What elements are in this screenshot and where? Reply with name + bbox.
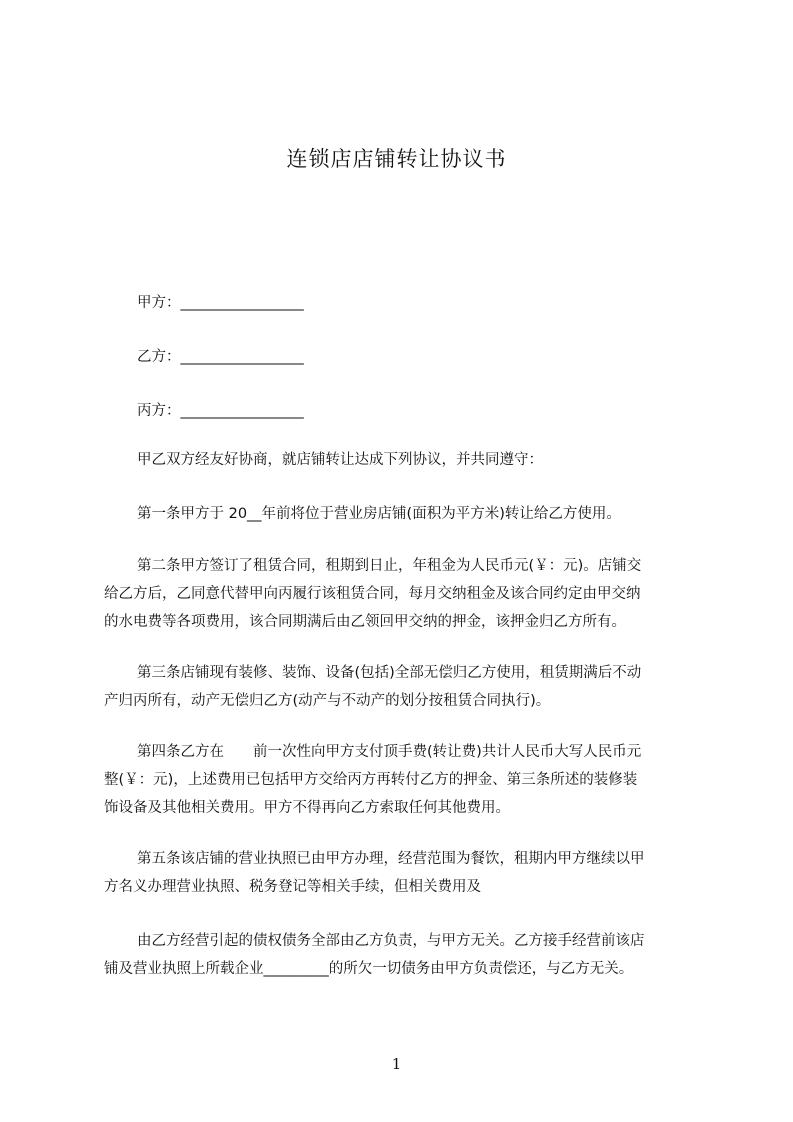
- article-2-line-3: 的水电费等各项费用，该合同期满后由乙领回甲交纳的押金，该押金归乙方所有。: [104, 614, 626, 630]
- article-5: [104, 845, 704, 901]
- article-4-line-3: 饰设备及其他相关费用。甲方不得再向乙方索取任何其他费用。: [104, 800, 510, 816]
- party-b-line: 乙方：_________________: [137, 349, 304, 365]
- article-4-line-1: 第四条乙方在 前一次性向甲方支付顶手费(转让费)共计人民币大写人民币元: [137, 744, 642, 760]
- article-2-line-1: 第二条甲方签订了租赁合同，租期到日止，年租金为人民币元(￥：元)。店铺交: [137, 558, 642, 574]
- article-5-line-1: 第五条该店铺的营业执照已由甲方办理，经营范围为餐饮，租期内甲方继续以甲: [137, 851, 645, 867]
- article-2-line-2: 给乙方后，乙同意代替甲向丙履行该租赁合同，每月交纳租金及该合同约定由甲交纳: [104, 586, 641, 602]
- article-3: [104, 659, 704, 715]
- article-1-line-1: 第一条甲方于 20__年前将位于营业房店铺(面积为平方米)转让给乙方使用。: [137, 506, 621, 522]
- article-2: [104, 552, 704, 636]
- article-3-line-1: 第三条店铺现有装修、装饰、设备(包括)全部无偿归乙方使用，租赁期满后不动: [137, 665, 642, 681]
- article-4-line-2: 整(￥：元)，上述费用已包括甲方交给丙方再转付乙方的押金、第三条所述的装修装: [104, 772, 638, 788]
- page-number: 1: [391, 1055, 402, 1073]
- intro-paragraph: [104, 446, 704, 474]
- article-5-continued-line-2: 铺及营业执照上所载企业_________的所欠一切债务由甲方负责偿还，与乙方无关。: [104, 961, 634, 977]
- article-1: [104, 500, 704, 528]
- article-5-line-2: 方名义办理营业执照、税务登记等相关手续，但相关费用及: [104, 879, 481, 895]
- party-c-line: 丙方：_________________: [137, 403, 304, 419]
- document-title: 连锁店店铺转让协议书: [286, 147, 507, 171]
- intro-text: 甲乙双方经友好协商，就店铺转让达成下列协议，并共同遵守：: [137, 452, 543, 468]
- party-a-line: 甲方：_________________: [137, 295, 304, 311]
- article-5-continued: [104, 927, 704, 983]
- article-3-line-2: 产归丙所有，动产无偿归乙方(动产与不动产的划分按租赁合同执行)。: [104, 693, 551, 709]
- article-5-continued-line-1: 由乙方经营引起的债权债务全部由乙方负责，与甲方无关。乙方接手经营前该店: [137, 933, 645, 949]
- article-4: [104, 738, 704, 822]
